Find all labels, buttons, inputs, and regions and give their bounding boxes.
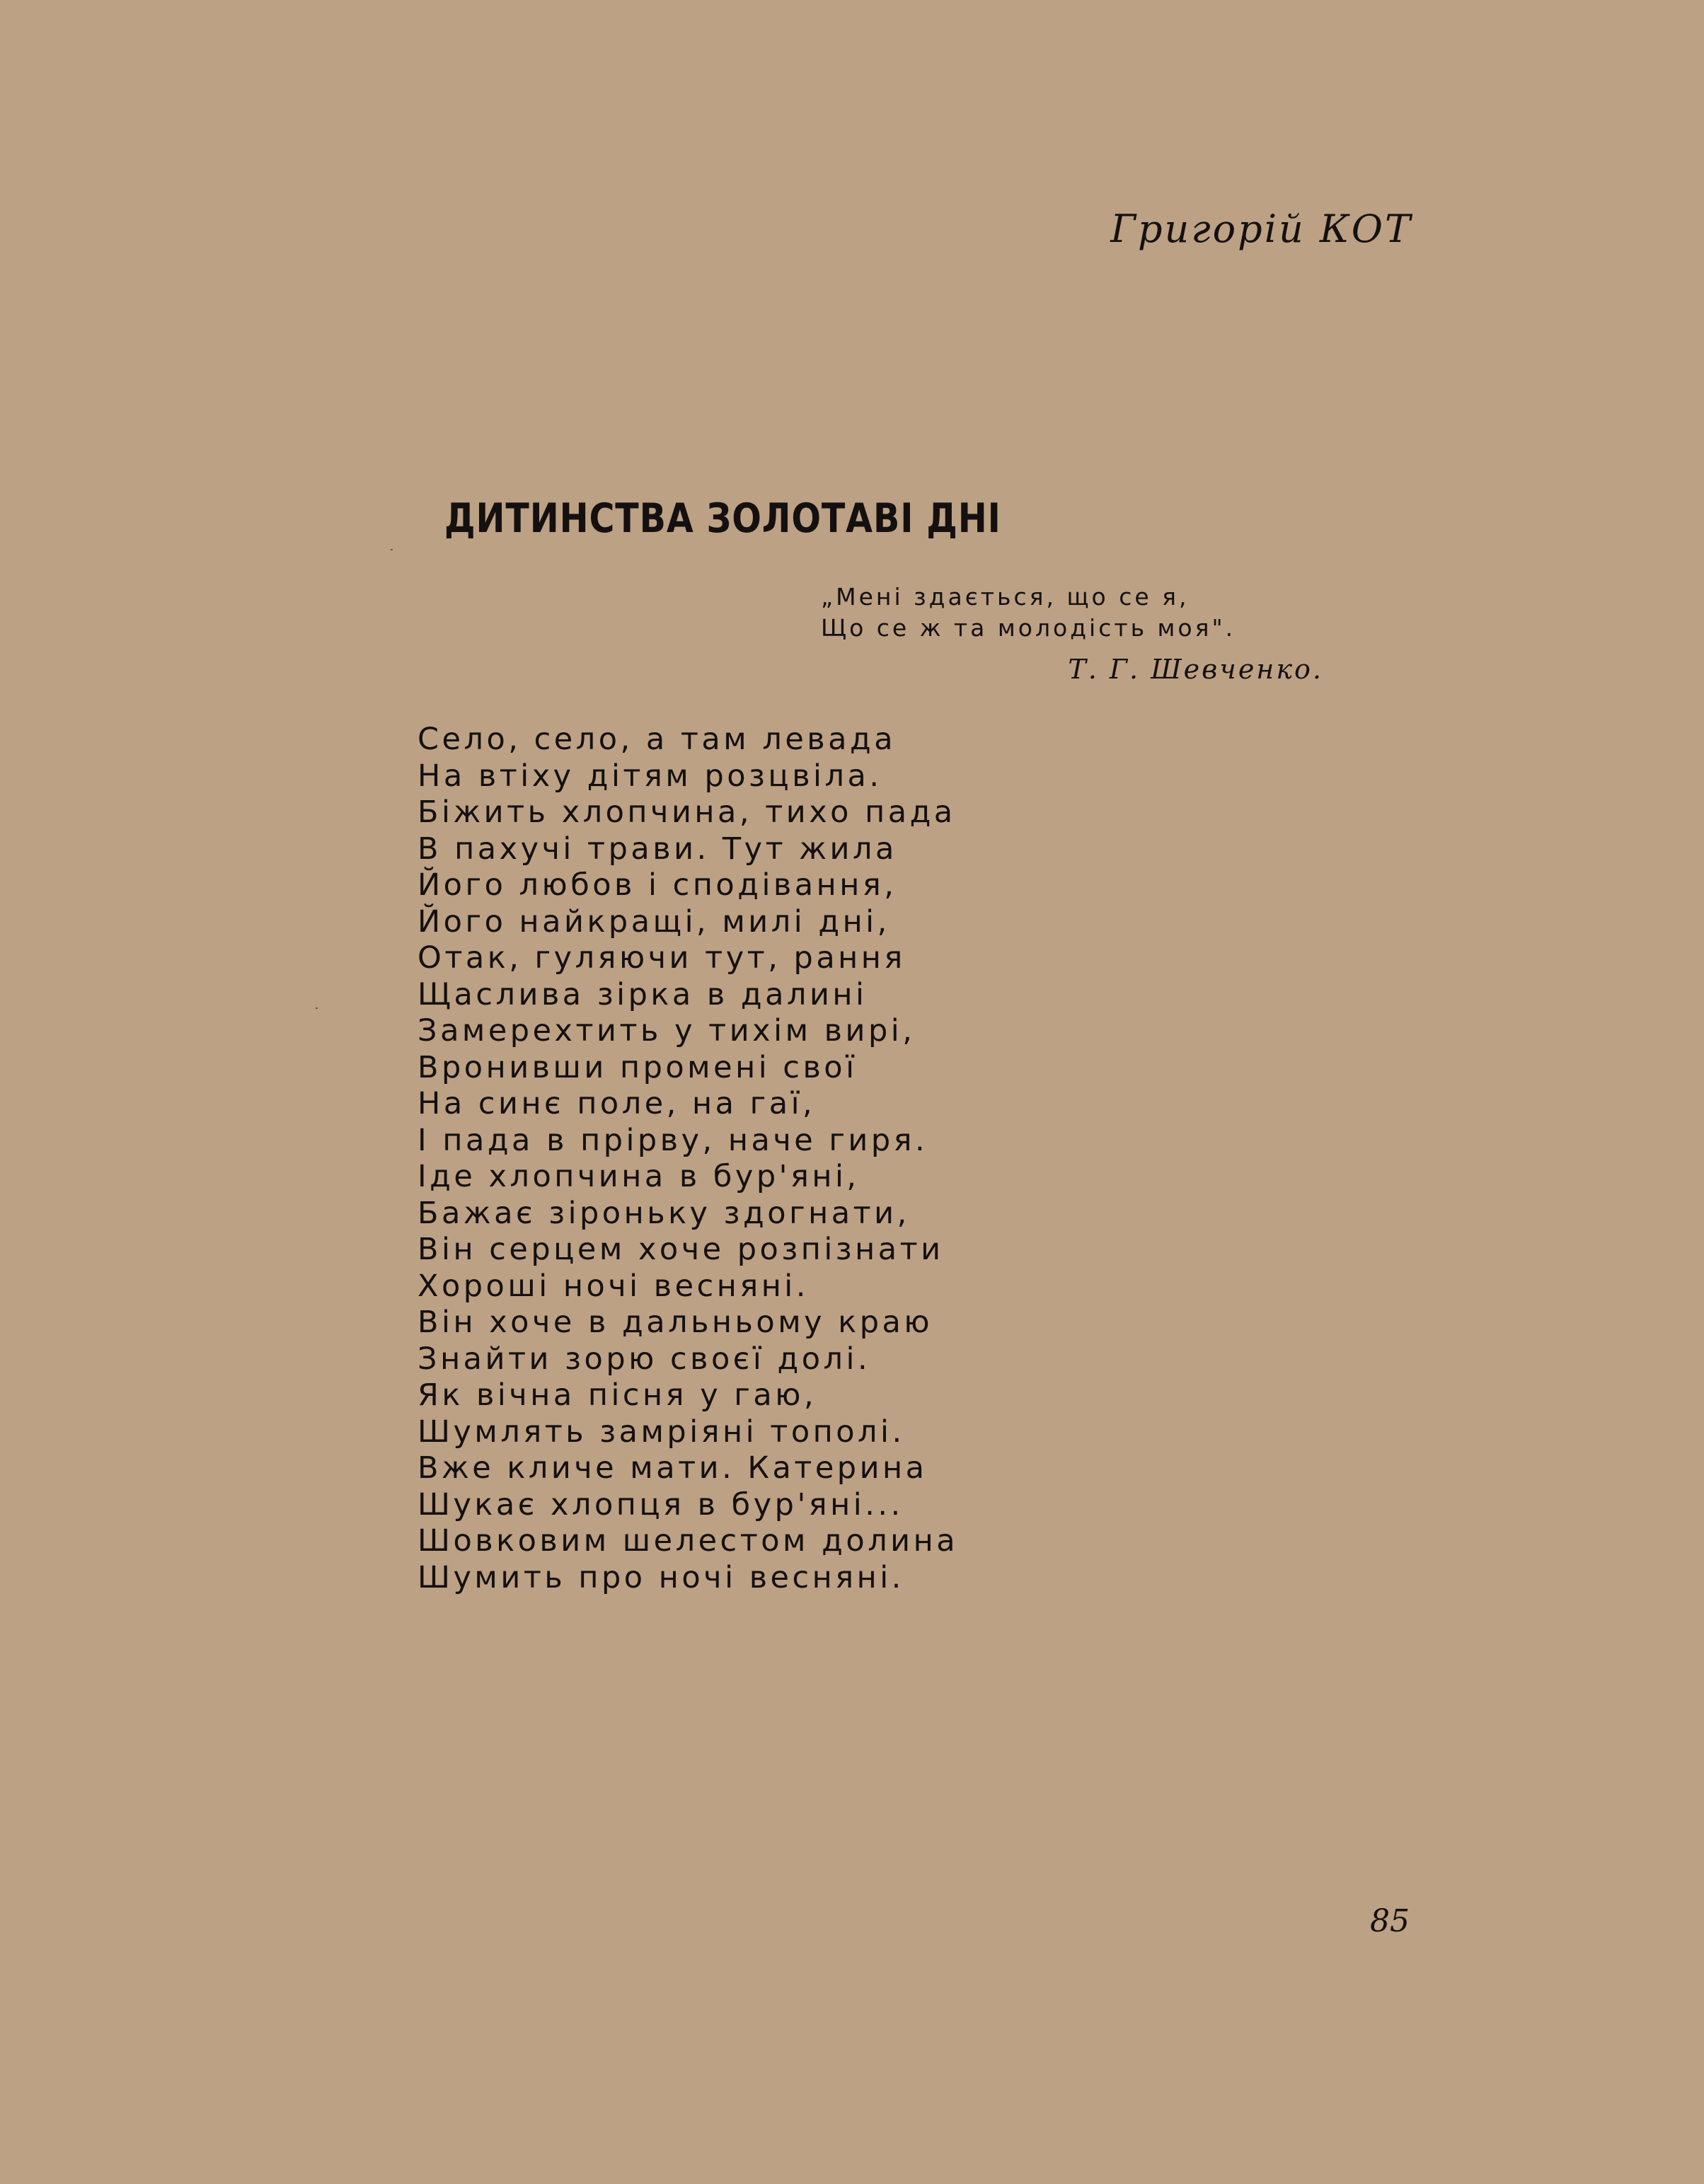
poem-line: Бажає зіроньку здогнати,	[418, 1195, 910, 1231]
poem-line: Він хоче в дальньому краю	[418, 1305, 933, 1340]
epigraph-line: Що се ж та молодість моя".	[821, 614, 1236, 642]
poem-line: Іде хлопчина в бур'яні,	[418, 1159, 860, 1194]
poem-line: Знайти зорю своєї долі.	[418, 1341, 871, 1377]
poem-line: На втіху дітям розцвіла.	[418, 758, 882, 794]
poem-line: Шумлять замріяні тополі.	[418, 1414, 905, 1450]
poem-body	[418, 722, 958, 1596]
poem-line: Як вічна пісня у гаю,	[418, 1377, 817, 1413]
poem-line: І пада в прірву, наче гиря.	[418, 1122, 928, 1158]
poem-line: Шукає хлопця в бур'яні...	[418, 1486, 904, 1523]
poem-title: ДИТИНСТВА ЗОЛОТАВІ ДНІ	[444, 495, 1001, 542]
poem-line: Вронивши промені свої	[418, 1049, 858, 1085]
print-speck	[391, 549, 393, 550]
poem-line: Село, село, а там левада	[418, 722, 897, 757]
poem-line: Шовковим шелестом долина	[418, 1523, 959, 1559]
poem-line: Замерехтить у тихім вирі,	[418, 1013, 916, 1048]
page-number: 85	[1370, 1903, 1410, 1939]
poem-line: Біжить хлопчина, тихо пада	[418, 795, 956, 830]
poem-line: Його любов і сподівання,	[418, 867, 897, 903]
poem-line: Він серцем хоче розпізнати	[418, 1232, 944, 1267]
poem-line: Його найкращі, милі дні,	[418, 903, 890, 940]
epigraph-line: „Мені здається, що се я,	[821, 583, 1190, 611]
epigraph-source: Т. Г. Шевченко.	[1068, 654, 1323, 685]
poem-line: Вже кличе мати. Катерина	[418, 1450, 928, 1486]
poem-line: Отак, гуляючи тут, рання	[418, 940, 906, 976]
epigraph	[821, 582, 1236, 644]
poem-line: Щаслива зірка в далині	[418, 976, 868, 1012]
poem-line: На синє поле, на гаї,	[418, 1086, 816, 1121]
poem-line: В пахучі трави. Тут жила	[418, 831, 897, 867]
print-speck	[316, 1007, 318, 1009]
poem-line: Хороші ночі весняні.	[418, 1268, 809, 1304]
poem-line: Шумить про ночі весняні.	[418, 1559, 904, 1595]
author-name: Григорій КОТ	[1110, 207, 1412, 251]
